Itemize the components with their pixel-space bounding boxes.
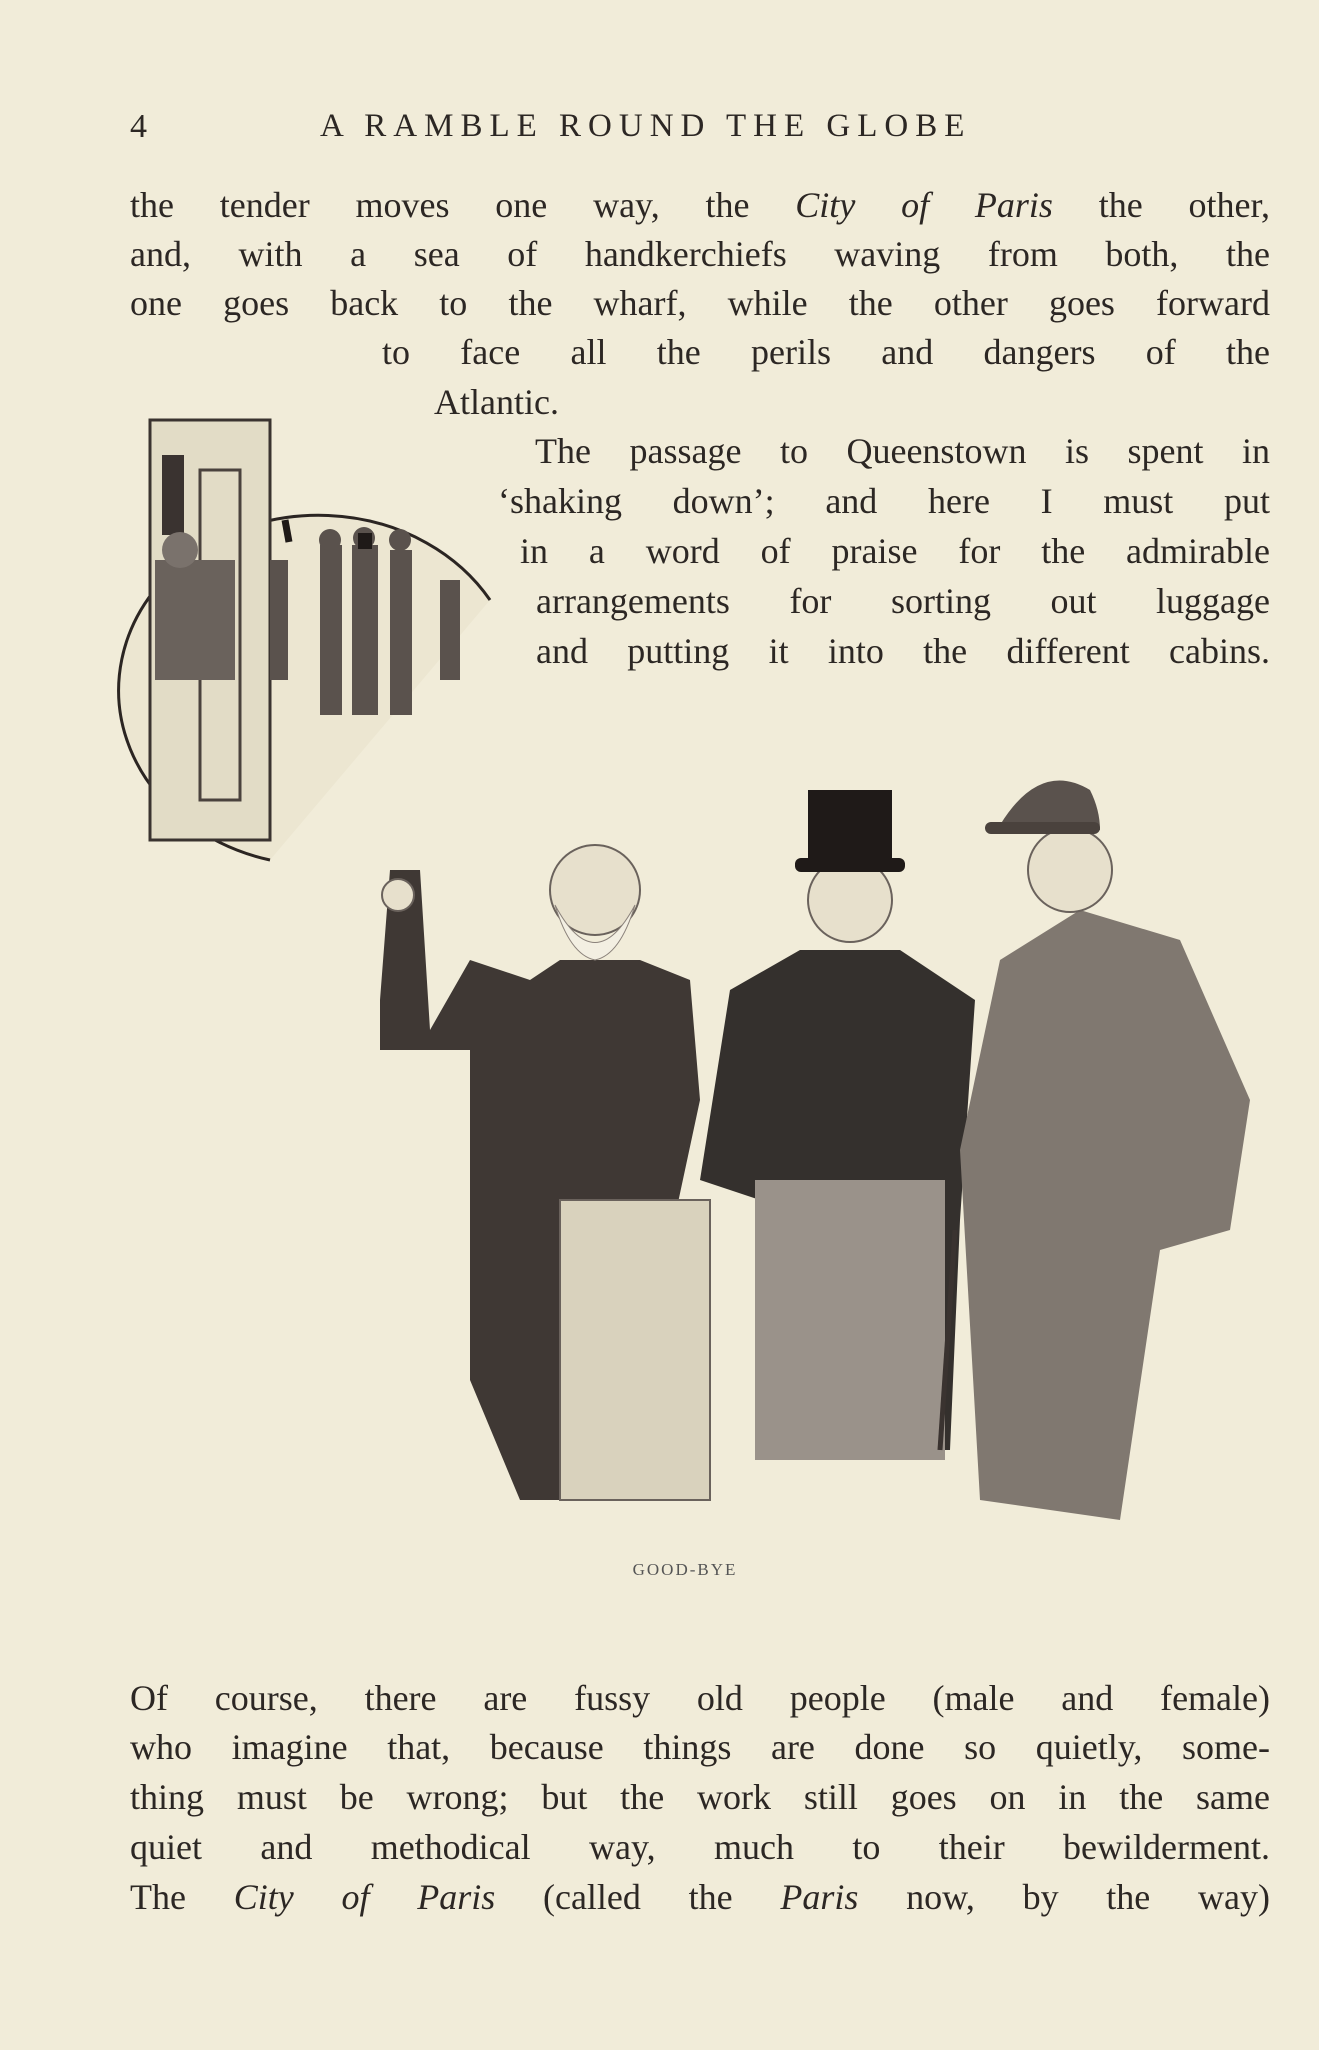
italic-ship-name: City of Paris [233,1877,496,1917]
text-line: thing must be wrong; but the work still goes on in the same [130,1777,1270,1817]
text-segment: the other, [1098,185,1271,225]
text-line: The passage to Queenstown is spent in [535,431,1270,471]
text-line: quiet and methodical way, much to their bewilderment. [130,1827,1270,1867]
illustration-caption: GOOD-BYE [632,1560,738,1579]
running-title: A RAMBLE ROUND THE GLOBE [320,108,972,144]
text-line: in a word of praise for the admirable [520,531,1270,571]
text-line: to face all the perils and dangers of the [382,332,1270,372]
text-line: and, with a sea of handkerchiefs waving from both, the [130,234,1270,274]
page-number: 4 [130,108,148,145]
three-gentlemen-figures [380,781,1250,1520]
text-line: Of course, there are fussy old people (male and female) [130,1678,1270,1718]
text-line: Atlantic. [434,382,559,422]
text-line: arrangements for sorting out luggage [536,581,1270,621]
italic-ship-name: City of Paris [795,185,1053,225]
text-line: who imagine that, because things are done so quietly, some- [130,1727,1270,1767]
text-segment: The [130,1877,186,1917]
text-segment: now, by the way) [906,1877,1271,1917]
text-segment: the tender moves one way, the [130,185,750,225]
italic-ship-name: Paris [780,1877,859,1917]
text-line: and putting it into the different cabins. [536,631,1270,671]
text-line [130,1875,1270,1919]
text-segment: (called the [542,1877,733,1917]
vignette-waving-crowd [119,420,490,860]
text-line: one goes back to the wharf, while the other goes forward [130,283,1270,323]
text-line: ‘shaking down’; and here I must put [498,481,1270,521]
